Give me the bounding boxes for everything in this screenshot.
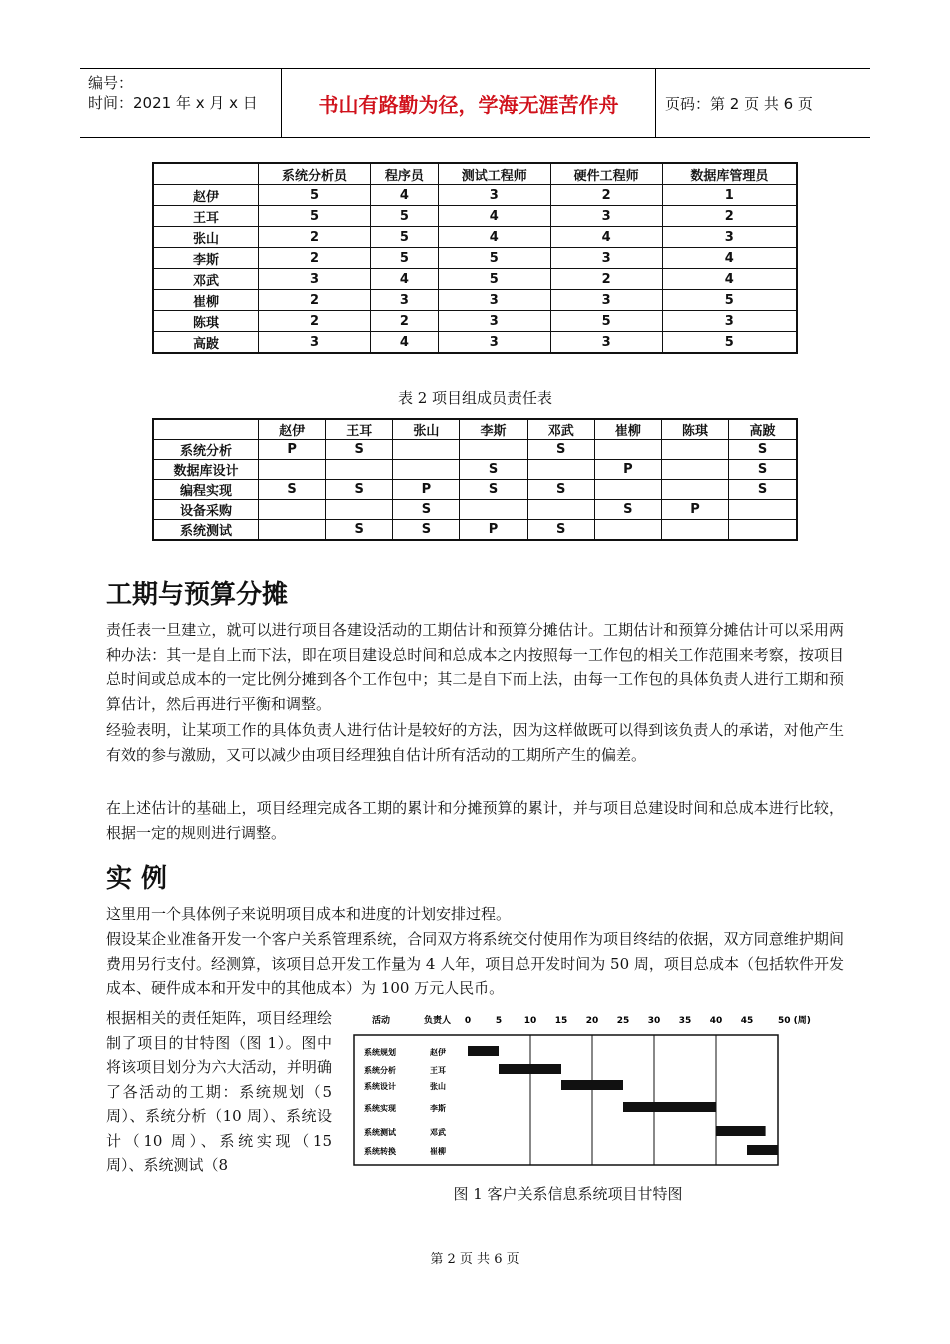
table-cell: 4 [662, 269, 797, 290]
gantt-tick-label: 5 [495, 1016, 503, 1026]
row-label: 邓武 [153, 269, 259, 290]
table-cell: 5 [259, 206, 371, 227]
table-cell: 3 [438, 311, 550, 332]
gantt-task-label: 系统转换 [364, 1147, 396, 1156]
gantt-task-label: 系统实现 [364, 1104, 396, 1113]
table-cell: 2 [259, 290, 371, 311]
row-label: 赵伊 [153, 185, 259, 206]
table-cell: P [259, 440, 326, 460]
table-cell: 4 [438, 227, 550, 248]
table-cell: 4 [550, 227, 662, 248]
table-cell: 2 [550, 269, 662, 290]
table-cell: 3 [370, 290, 438, 311]
row-label: 系统测试 [153, 520, 259, 541]
table-row [153, 185, 797, 206]
table-cell: S [393, 520, 460, 541]
row-label: 设备采购 [153, 500, 259, 520]
responsibility-table [152, 418, 798, 541]
table-cell: 3 [550, 290, 662, 311]
table-cell [661, 440, 728, 460]
table-cell: P [460, 520, 527, 541]
gantt-tick-label: 50 (周) [778, 1016, 811, 1026]
table-cell: 5 [438, 248, 550, 269]
column-header: 张山 [393, 419, 460, 440]
paragraph: 在上述估计的基础上，项目经理完成各工期的累计和分摊预算的累计，并与项目总建设时间和总成本进行比较，根据一定的规则进行调整。 [106, 799, 844, 842]
column-header: 测试工程师 [438, 163, 550, 185]
table-cell: 5 [550, 311, 662, 332]
table-cell [326, 500, 393, 520]
gantt-activity-header: 活动 [372, 1016, 391, 1026]
figure-caption: 图 1 客户关系信息系统项目甘特图 [453, 1185, 683, 1203]
column-header: 陈琪 [661, 419, 728, 440]
table-cell: 4 [370, 332, 438, 354]
table-cell: S [527, 520, 594, 541]
table-cell [393, 440, 460, 460]
row-label: 高跛 [153, 332, 259, 354]
gantt-tick-label: 25 [616, 1016, 630, 1026]
gantt-owner-label: 赵伊 [430, 1048, 446, 1057]
gantt-tick-label: 10 [523, 1016, 537, 1026]
column-header: 李斯 [460, 419, 527, 440]
table-cell: S [460, 460, 527, 480]
row-label: 李斯 [153, 248, 259, 269]
gantt-tick-label: 0 [464, 1016, 472, 1026]
table-cell [460, 440, 527, 460]
table-cell: S [326, 480, 393, 500]
page-header [80, 68, 870, 138]
table-cell: 3 [438, 185, 550, 206]
number-label: 编号： [88, 74, 134, 92]
gantt-tick-label: 40 [709, 1016, 723, 1026]
table-cell: S [729, 480, 797, 500]
gantt-bar [623, 1102, 716, 1112]
table-cell: 3 [550, 248, 662, 269]
header-corner [153, 163, 259, 185]
table-cell: 2 [550, 185, 662, 206]
table-cell: 2 [370, 311, 438, 332]
table-cell: 2 [662, 206, 797, 227]
column-header: 赵伊 [259, 419, 326, 440]
table-cell [594, 440, 661, 460]
paragraph: 这里用一个具体例子来说明项目成本和进度的计划安排过程。 [106, 905, 512, 923]
table-row [153, 332, 797, 354]
table-cell: 5 [662, 332, 797, 354]
gantt-owner-label: 张山 [430, 1082, 446, 1091]
table-row [153, 311, 797, 332]
table-cell: 3 [662, 311, 797, 332]
table-cell: 4 [370, 269, 438, 290]
header-page-label: 页码：第 2 页 共 6 页 [665, 94, 813, 113]
table-cell: 3 [550, 206, 662, 227]
header-corner [153, 419, 259, 440]
table-cell: 2 [259, 227, 371, 248]
skill-table [152, 162, 798, 354]
table-cell [460, 500, 527, 520]
section-title-schedule-budget: 工期与预算分摊 [106, 580, 289, 610]
table-row [153, 520, 797, 541]
column-header: 硬件工程师 [550, 163, 662, 185]
table-cell: S [729, 460, 797, 480]
table-cell [527, 500, 594, 520]
table-cell: 5 [370, 248, 438, 269]
paragraph: 根据相关的责任矩阵，项目经理绘制了项目的甘特图（图 1）。图中将该项目划分为六大活动，并明确了各活动的工期：系统规划（5 周）、系统分析（10 周）、系统设计（10 周）、系统实现（15 周）、系统测试（8 [106, 1009, 332, 1174]
table-row [153, 460, 797, 480]
gantt-tick-label: 35 [678, 1016, 692, 1026]
table-cell: P [594, 460, 661, 480]
table-cell [259, 460, 326, 480]
gantt-owner-label: 崔柳 [430, 1147, 446, 1156]
table-cell: 5 [370, 227, 438, 248]
gantt-task-label: 系统分析 [364, 1066, 396, 1075]
table-cell: S [326, 440, 393, 460]
gantt-bar [468, 1046, 499, 1056]
table-cell [527, 460, 594, 480]
table-row [153, 227, 797, 248]
table-cell: P [661, 500, 728, 520]
skill-table-body [153, 185, 797, 354]
table-cell: 3 [550, 332, 662, 354]
table-cell [259, 500, 326, 520]
table-row [153, 269, 797, 290]
table-cell: P [393, 480, 460, 500]
gantt-tick-label: 15 [554, 1016, 568, 1026]
gantt-owner-label: 李斯 [430, 1104, 446, 1113]
responsibility-table-body [153, 440, 797, 541]
table-cell: S [393, 500, 460, 520]
table-row [153, 500, 797, 520]
table-cell: 3 [259, 269, 371, 290]
gantt-task-label: 系统规划 [364, 1048, 396, 1057]
table-cell: 3 [438, 332, 550, 354]
table-cell: 5 [662, 290, 797, 311]
table-cell: 4 [438, 206, 550, 227]
table-cell [729, 500, 797, 520]
table2-caption: 表 2 项目组成员责任表 [397, 389, 553, 407]
table-row [153, 206, 797, 227]
column-header: 邓武 [527, 419, 594, 440]
row-label: 陈琪 [153, 311, 259, 332]
table-cell [661, 460, 728, 480]
table-cell [393, 460, 460, 480]
gantt-owner-label: 王耳 [430, 1066, 446, 1075]
table-cell: 5 [370, 206, 438, 227]
table-cell: 4 [370, 185, 438, 206]
gantt-bar [747, 1145, 778, 1155]
header-motto: 书山有路勤为径，学海无涯苦作舟 [281, 69, 656, 137]
table-cell: 3 [662, 227, 797, 248]
time-label: 时间：2021 年 x 月 x 日 [88, 94, 258, 112]
table-row [153, 440, 797, 460]
table-cell: S [527, 480, 594, 500]
table-cell: S [729, 440, 797, 460]
column-header: 王耳 [326, 419, 393, 440]
table-cell: S [594, 500, 661, 520]
gantt-chart [352, 1007, 811, 1175]
table-cell: S [527, 440, 594, 460]
column-header: 崔柳 [594, 419, 661, 440]
row-label: 系统分析 [153, 440, 259, 460]
skill-table-header [153, 163, 797, 185]
gantt-frame [354, 1035, 778, 1165]
section-title-example: 实 例 [106, 864, 168, 894]
gantt-task-label: 系统测试 [364, 1128, 396, 1137]
row-label: 数据库设计 [153, 460, 259, 480]
row-label: 张山 [153, 227, 259, 248]
gantt-tick-label: 20 [585, 1016, 599, 1026]
column-header: 数据库管理员 [662, 163, 797, 185]
row-label: 王耳 [153, 206, 259, 227]
paragraph: 假设某企业准备开发一个客户关系管理系统，合同双方将系统交付使用作为项目终结的依据，双方同意维护期间费用另行支付。经测算，该项目总开发工作量为 4 人年，项目总开发时间为 50 周，项目总成本（包括软件开发成本、硬件成本和开发中的其他成本）为 100 万元人民币。 [106, 930, 844, 997]
table-cell [326, 460, 393, 480]
table-cell: S [460, 480, 527, 500]
gantt-owner-header: 负责人 [424, 1016, 452, 1026]
gantt-task-label: 系统设计 [364, 1082, 396, 1091]
paragraph: 责任表一旦建立，就可以进行项目各建设活动的工期估计和预算分摊估计。工期估计和预算分摊估计可以采用两种办法：其一是自上而下法，即在项目建设总时间和总成本之内按照每一工作包的相关工作范围来考察，按项目总时间或总成本的一定比例分摊到各个工作包中；其二是自下而上法，由每一工作包的具体负责人进行工期和预算估计，然后再进行平衡和调整。 [106, 621, 844, 713]
gantt-bar [716, 1126, 766, 1136]
table-row [153, 290, 797, 311]
row-label: 编程实现 [153, 480, 259, 500]
table-cell: 1 [662, 185, 797, 206]
gantt-bar [499, 1064, 561, 1074]
column-header: 高跛 [729, 419, 797, 440]
table-cell [594, 480, 661, 500]
table-cell: 2 [259, 248, 371, 269]
responsibility-table-header [153, 419, 797, 440]
header-meta [80, 69, 280, 137]
table-row [153, 480, 797, 500]
paragraph: 经验表明，让某项工作的具体负责人进行估计是较好的方法，因为这样做既可以得到该负责人的承诺，对他产生有效的参与激励，又可以减少由项目经理独自估计所有活动的工期所产生的偏差。 [106, 721, 844, 764]
table-cell: 5 [438, 269, 550, 290]
gantt-tick-label: 45 [740, 1016, 754, 1026]
table-cell: 3 [438, 290, 550, 311]
table-cell: S [326, 520, 393, 541]
table-cell: 5 [259, 185, 371, 206]
gantt-tick-label: 30 [647, 1016, 661, 1026]
gantt-bar [561, 1080, 623, 1090]
table-cell: S [259, 480, 326, 500]
table-cell [259, 520, 326, 541]
column-header: 程序员 [370, 163, 438, 185]
gantt-owner-label: 邓武 [430, 1128, 446, 1137]
table-cell [661, 520, 728, 541]
table-cell [661, 480, 728, 500]
table-cell [729, 520, 797, 541]
table-cell: 3 [259, 332, 371, 354]
table-row [153, 248, 797, 269]
page-footer: 第 2 页 共 6 页 [430, 1252, 520, 1267]
table-cell: 2 [259, 311, 371, 332]
table-cell: 4 [662, 248, 797, 269]
column-header: 系统分析员 [259, 163, 371, 185]
table-cell [594, 520, 661, 541]
row-label: 崔柳 [153, 290, 259, 311]
